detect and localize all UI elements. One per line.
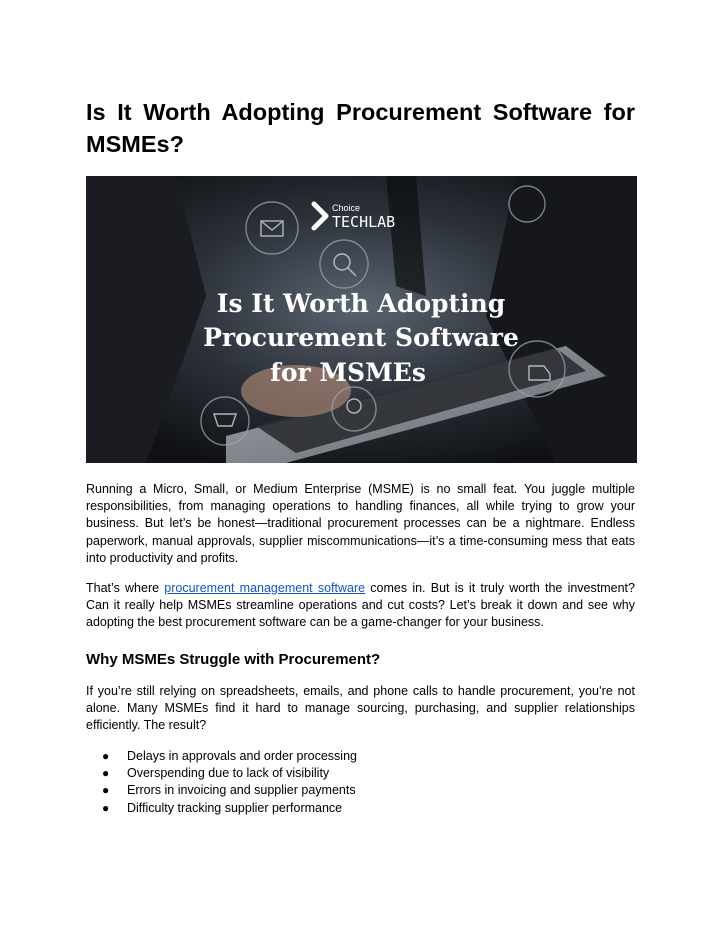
hero-heading-line-2: Procurement Software [203,323,519,352]
list-item: ● Overspending due to lack of visibility [100,765,357,782]
logo-text-bottom: TECHLAB [332,213,396,231]
paragraph-3: If you’re still relying on spreadsheets, emails, and phone calls to handle procurement, you’re not alone. Many MSMEs find it hard to manage sourcing, purchasing, and supplier relationships efficiently. The result? [86,684,635,733]
bullet-icon: ● [102,766,110,781]
bullet-icon: ● [102,783,110,798]
intro-paragraph: Running a Micro, Small, or Medium Enterprise (MSME) is no small feat. You juggle multiple responsibilities, from managing operations to handling finances, all while trying to grow your business. But let’s be honest—traditional procurement processes can be a nightmare. Endless paperwork, manual approvals, supplier miscommunications—it’s a time-consuming mess that eats into productivity and profits. [86,482,635,565]
paragraph-2-text-after: comes in. But is it truly worth the investment? Can it really help MSMEs streamline operations and cut costs? Let’s break it down and see why adopting the best procurement software can be a game-changer for your business. [86,581,635,630]
bullet-list [100,748,357,817]
paragraph-2-text-before: That’s where [86,581,165,595]
list-item: ● Difficulty tracking supplier performance [100,800,357,817]
paragraph-2 [86,580,635,632]
hero-image [86,176,637,463]
logo-text-top: Choice [332,203,361,213]
section-heading: Why MSMEs Struggle with Procurement? [86,651,381,668]
list-item: ● Delays in approvals and order processing [100,748,357,765]
bullet-icon: ● [102,800,110,815]
list-item: ● Errors in invoicing and supplier payments [100,782,357,799]
page-title: Is It Worth Adopting Procurement Software for MSMEs? [86,99,635,157]
hero-heading-line-3: for MSMEs [270,358,426,387]
procurement-software-link[interactable]: procurement management software [164,581,366,595]
hero-heading-line-1: Is It Worth Adopting [216,289,506,318]
bullet-icon: ● [102,749,110,763]
